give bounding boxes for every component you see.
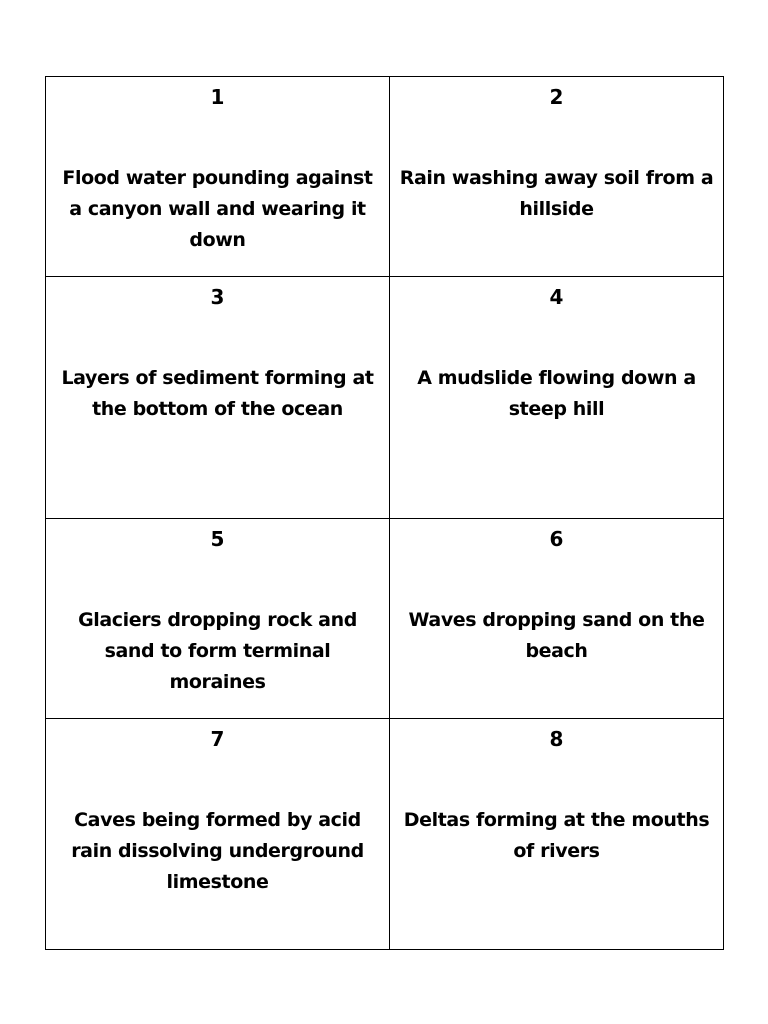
card-4 xyxy=(390,277,723,519)
card-text: Layers of sediment forming at the bottom of the ocean xyxy=(61,367,374,420)
card-number: 8 xyxy=(549,727,564,751)
card-text: Flood water pounding against a canyon wall and wearing it down xyxy=(62,167,373,251)
card-text: Waves dropping sand on the beach xyxy=(408,609,705,662)
card-text: A mudslide flowing down a steep hill xyxy=(417,367,696,420)
card-number: 5 xyxy=(210,527,225,551)
card-number: 2 xyxy=(549,85,564,109)
card-text: Glaciers dropping rock and sand to form terminal moraines xyxy=(78,609,357,693)
card-number: 3 xyxy=(210,285,225,309)
card-8 xyxy=(390,719,723,949)
card-7 xyxy=(46,719,390,949)
card-3 xyxy=(46,277,390,519)
card-1 xyxy=(46,77,390,277)
card-text: Deltas forming at the mouths of rivers xyxy=(403,809,710,862)
card-text: Rain washing away soil from a hillside xyxy=(399,167,714,220)
card-5 xyxy=(46,519,390,719)
card-number: 7 xyxy=(210,727,225,751)
card-6 xyxy=(390,519,723,719)
card-2 xyxy=(390,77,723,277)
card-number: 4 xyxy=(549,285,564,309)
card-number: 6 xyxy=(549,527,564,551)
card-number: 1 xyxy=(210,85,225,109)
card-text: Caves being formed by acid rain dissolving underground limestone xyxy=(71,809,364,893)
card-grid xyxy=(45,76,724,950)
